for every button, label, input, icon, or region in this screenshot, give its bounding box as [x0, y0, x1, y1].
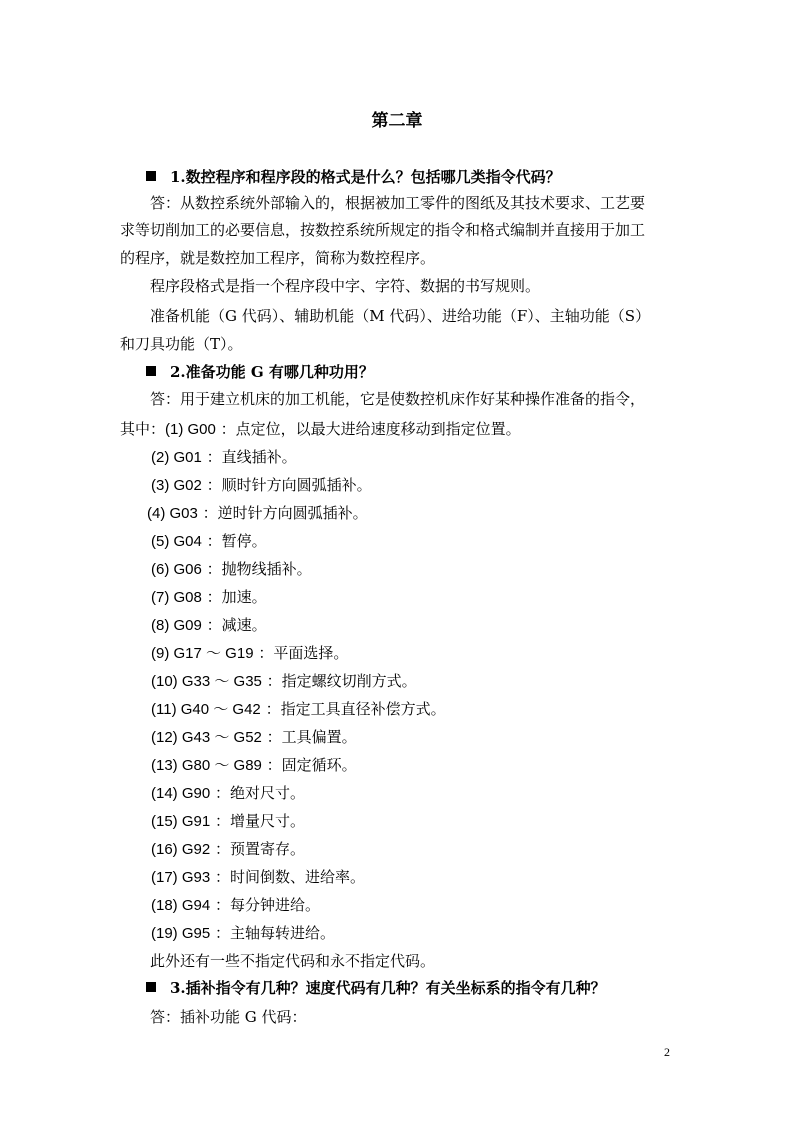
g-code-label: (17) G93: [151, 869, 211, 886]
g-code-desc: ：平面选择。: [258, 644, 349, 662]
g-code-desc: ：直线插补。: [206, 448, 297, 466]
g-code-item: [151, 782, 305, 803]
g-code-desc: ：时间倒数、进给率。: [214, 868, 365, 886]
chapter-title: 第二章: [371, 111, 423, 131]
square-bullet-icon: [146, 366, 156, 376]
g-code-desc: ：指定工具直径补偿方式。: [265, 700, 446, 718]
g-code-label: (12) G43 ～ G52: [151, 729, 262, 746]
answer-line: 求等切削加工的必要信息，按数控系统所规定的指令和格式编制并直接用于加工: [120, 221, 646, 239]
question-title: 插补指令有几种？速度代码有几种？有关坐标系的指令有几种？: [185, 979, 606, 997]
question-title: 准备功能 G 有哪几种功用？: [185, 363, 374, 381]
g-code-item: [151, 726, 357, 747]
g-code-desc: ：点定位，以最大进给速度移动到指定位置。: [220, 420, 521, 438]
g-code-desc: ：减速。: [206, 616, 267, 634]
answer-line: [120, 418, 680, 439]
question-number: 1.: [170, 168, 186, 186]
g-code-item: [151, 670, 417, 691]
question-1-heading: [146, 166, 561, 187]
question-2-heading: [146, 361, 374, 382]
g-code-item: [151, 922, 335, 943]
g-code-label: (15) G91: [151, 813, 211, 830]
g-code-item: [151, 894, 320, 915]
g-code-desc: ：工具偏置。: [266, 728, 357, 746]
answer-line: 答：从数控系统外部输入的，根据被加工零件的图纸及其技术要求、工艺要: [150, 194, 646, 212]
g-code-item: [151, 474, 372, 495]
g-code-label: (14) G90: [151, 785, 211, 802]
g-code-label: (16) G92: [151, 841, 211, 858]
g-code-label: (10) G33 ～ G35: [151, 673, 262, 690]
g-code-label: (18) G94: [151, 897, 211, 914]
g-code-label: (3) G02: [151, 477, 202, 494]
g-code-item: [151, 446, 297, 467]
question-number: 2.: [170, 363, 186, 381]
g-code-desc: ：每分钟进给。: [214, 896, 320, 914]
answer-line: 答：插补功能 G 代码：: [150, 1008, 307, 1026]
g-code-item: [151, 614, 267, 635]
g-code-label: (2) G01: [151, 449, 202, 466]
question-number: 3.: [170, 979, 186, 997]
square-bullet-icon: [146, 982, 156, 992]
g-code-desc: ：抛物线插补。: [206, 560, 312, 578]
g-code-desc: ：固定循环。: [266, 756, 357, 774]
g-code-item: [151, 698, 446, 719]
answer-prefix: 其中：: [120, 420, 166, 438]
g-code-item: [151, 530, 267, 551]
answer-line: 答：用于建立机床的加工机能，它是使数控机床作好某种操作准备的指令，: [150, 390, 646, 408]
g-code-desc: ：暂停。: [206, 532, 267, 550]
g-code-label: (9) G17 ～ G19: [151, 645, 254, 662]
g-code-label: (11) G40 ～ G42: [151, 701, 261, 718]
g-code-desc: ：顺时针方向圆弧插补。: [206, 476, 372, 494]
g-code-label: (1) G00: [165, 421, 216, 438]
g-code-desc: ：绝对尺寸。: [214, 784, 305, 802]
question-title: 数控程序和程序段的格式是什么？包括哪几类指令代码？: [185, 168, 561, 186]
g-code-item: [151, 838, 305, 859]
g-code-item: [151, 754, 357, 775]
g-code-label: (19) G95: [151, 925, 211, 942]
g-code-item: [147, 502, 368, 523]
g-code-desc: ：指定螺纹切削方式。: [266, 672, 417, 690]
g-code-label: (6) G06: [151, 561, 202, 578]
g-code-item: [151, 642, 348, 663]
answer-line: 和刀具功能（T）。: [120, 335, 243, 353]
g-code-desc: ：预置寄存。: [214, 840, 305, 858]
answer-line: 准备机能（G 代码）、辅助机能（M 代码）、进给功能（F）、主轴功能（S）: [150, 307, 651, 325]
closing-line: 此外还有一些不指定代码和永不指定代码。: [150, 952, 436, 970]
g-code-label: (5) G04: [151, 533, 202, 550]
g-code-item: [151, 810, 305, 831]
answer-line: 程序段格式是指一个程序段中字、字符、数据的书写规则。: [150, 277, 541, 295]
g-code-desc: ：主轴每转进给。: [214, 924, 335, 942]
g-code-item: [151, 866, 365, 887]
g-code-label: (7) G08: [151, 589, 202, 606]
answer-line: 的程序，就是数控加工程序，简称为数控程序。: [120, 249, 436, 267]
g-code-item: [151, 586, 267, 607]
page-number: 2: [664, 1045, 670, 1059]
g-code-label: (13) G80 ～ G89: [151, 757, 262, 774]
g-code-desc: ：逆时针方向圆弧插补。: [202, 504, 368, 522]
g-code-desc: ：加速。: [206, 588, 267, 606]
g-code-label: (8) G09: [151, 617, 202, 634]
g-code-label: (4) G03: [147, 505, 198, 522]
square-bullet-icon: [146, 171, 156, 181]
g-code-item: [151, 558, 312, 579]
g-code-desc: ：增量尺寸。: [214, 812, 305, 830]
question-3-heading: [146, 977, 606, 998]
